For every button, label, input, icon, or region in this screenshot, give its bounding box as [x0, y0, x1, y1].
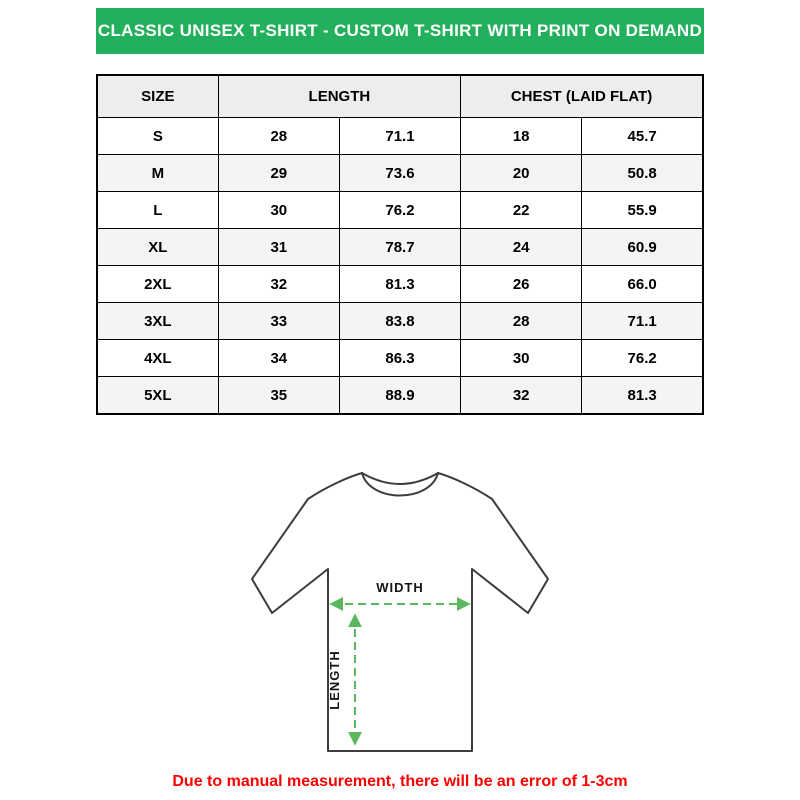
- measurement-error-note: Due to manual measurement, there will be an error of 1-3cm: [172, 773, 628, 790]
- cell-size: L: [97, 192, 218, 229]
- cell-chest-in: 24: [461, 229, 582, 266]
- cell-chest-cm: 81.3: [582, 377, 703, 415]
- cell-length-cm: 83.8: [339, 303, 460, 340]
- cell-chest-in: 22: [461, 192, 582, 229]
- cell-chest-in: 20: [461, 155, 582, 192]
- cell-length-in: 31: [218, 229, 339, 266]
- table-row: [97, 340, 703, 377]
- table-row: [97, 118, 703, 155]
- cell-size: 3XL: [97, 303, 218, 340]
- tshirt-measurement-diagram: [190, 449, 610, 761]
- cell-size: 2XL: [97, 266, 218, 303]
- cell-length-cm: 78.7: [339, 229, 460, 266]
- cell-size: S: [97, 118, 218, 155]
- table-row: [97, 192, 703, 229]
- table-header-row: [97, 75, 703, 118]
- tshirt-outline-icon: [252, 473, 548, 751]
- cell-chest-in: 32: [461, 377, 582, 415]
- cell-chest-cm: 76.2: [582, 340, 703, 377]
- table-row: [97, 266, 703, 303]
- cell-length-in: 30: [218, 192, 339, 229]
- cell-chest-in: 30: [461, 340, 582, 377]
- length-label: LENGTH: [327, 650, 342, 710]
- cell-size: 5XL: [97, 377, 218, 415]
- table-row: [97, 229, 703, 266]
- cell-length-in: 32: [218, 266, 339, 303]
- cell-chest-cm: 60.9: [582, 229, 703, 266]
- cell-length-in: 28: [218, 118, 339, 155]
- table-row: [97, 377, 703, 415]
- cell-chest-in: 26: [461, 266, 582, 303]
- col-header-length: LENGTH: [218, 75, 460, 118]
- table-row: [97, 303, 703, 340]
- cell-length-cm: 73.6: [339, 155, 460, 192]
- cell-chest-in: 18: [461, 118, 582, 155]
- cell-length-cm: 71.1: [339, 118, 460, 155]
- page-title: CLASSIC UNISEX T-SHIRT - CUSTOM T-SHIRT WITH PRINT ON DEMAND: [97, 21, 703, 40]
- col-header-chest: CHEST (LAID FLAT): [461, 75, 703, 118]
- cell-length-in: 35: [218, 377, 339, 415]
- cell-size: XL: [97, 229, 218, 266]
- cell-chest-cm: 55.9: [582, 192, 703, 229]
- width-label: WIDTH: [376, 580, 424, 595]
- cell-chest-cm: 45.7: [582, 118, 703, 155]
- table-row: [97, 155, 703, 192]
- cell-length-cm: 88.9: [339, 377, 460, 415]
- cell-chest-in: 28: [461, 303, 582, 340]
- cell-chest-cm: 66.0: [582, 266, 703, 303]
- tshirt-diagram-svg: [190, 449, 610, 761]
- col-header-size: SIZE: [97, 75, 218, 118]
- size-chart-table: [96, 74, 704, 415]
- cell-chest-cm: 50.8: [582, 155, 703, 192]
- cell-length-in: 29: [218, 155, 339, 192]
- cell-chest-cm: 71.1: [582, 303, 703, 340]
- cell-length-cm: 81.3: [339, 266, 460, 303]
- cell-length-cm: 86.3: [339, 340, 460, 377]
- cell-length-in: 34: [218, 340, 339, 377]
- cell-size: 4XL: [97, 340, 218, 377]
- cell-size: M: [97, 155, 218, 192]
- cell-length-in: 33: [218, 303, 339, 340]
- title-banner: [96, 8, 704, 54]
- cell-length-cm: 76.2: [339, 192, 460, 229]
